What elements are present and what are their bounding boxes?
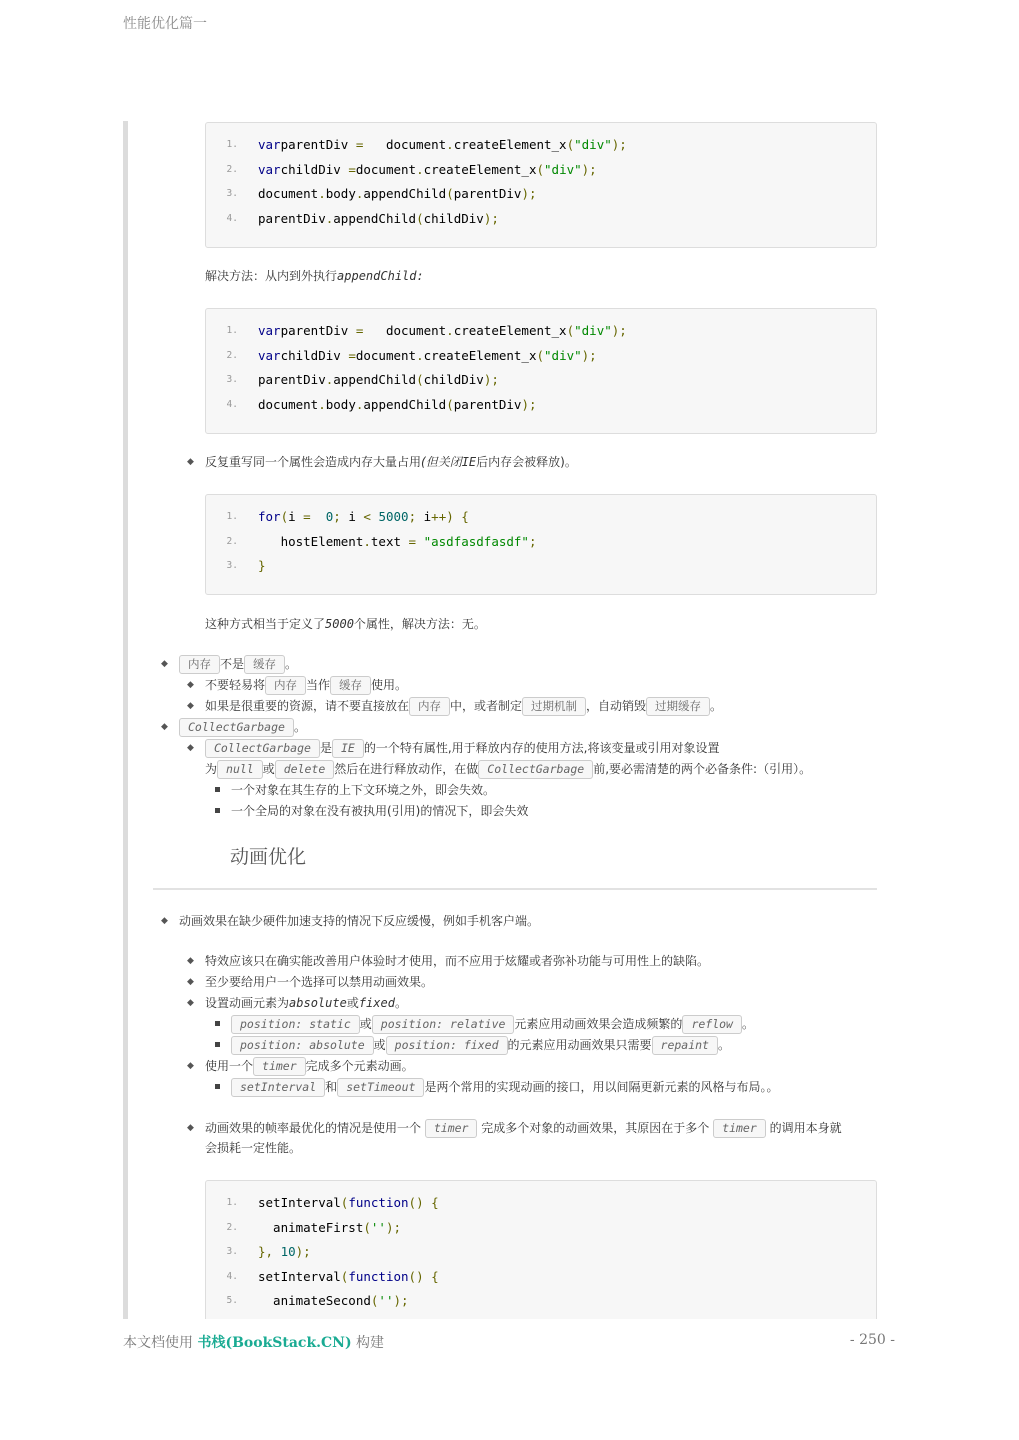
code-line [206, 1265, 876, 1289]
code-line [206, 207, 876, 231]
anim3-t1: 设置动画元素为 [205, 996, 290, 1010]
rewrite-c: IE [461, 455, 477, 469]
code-text: for(i = 0; i < 5000; i++) { [258, 509, 469, 524]
anim-item-5 [205, 1118, 842, 1138]
code-block-1 [205, 122, 877, 248]
inline-code: 内存 [409, 697, 450, 716]
anim3-c2: fixed [358, 996, 395, 1010]
bullet-diamond-icon: ◆ [187, 680, 194, 690]
cg1b-t3: 然后在进行释放动作，在做 [334, 762, 479, 776]
code-text: hostElement.text = "asdfasdfasdf"; [258, 533, 537, 549]
solution-label: 解决方法：从内到外执行 [205, 269, 338, 283]
code-line [206, 158, 876, 182]
cg1b-t4: 前,要必需清楚的两个必备条件:（引用）。 [593, 762, 812, 776]
inline-code: CollectGarbage [478, 760, 593, 779]
cg-cond-2: 一个全局的对象在没有被执用(引用)的情况下，即会失效 [231, 804, 529, 818]
inline-code: 过期缓存 [646, 697, 710, 716]
inline-code: 内存 [179, 655, 220, 674]
bullet-diamond-icon: ◆ [187, 743, 194, 753]
cg1-t2: 的一个特有属性,用于释放内存的使用方法,将该变量或引用对象设置 [363, 741, 720, 755]
mem2-t2: 中，或者制定 [450, 699, 523, 713]
cg-sub-1-cont [205, 759, 811, 779]
bullet-diamond-icon: ◆ [187, 1123, 194, 1133]
code-text: varparentDiv = document.createElement_x("div"); [258, 323, 627, 338]
code-text: animateSecond(''); [258, 1293, 409, 1308]
mem1-t3: 使用。 [371, 678, 408, 692]
code-line [206, 1216, 876, 1240]
line-number: 3. [226, 560, 238, 571]
rewrite-a: 反复重写同一个属性会造成内存大量占用 [205, 455, 422, 469]
inline-code: 内存 [265, 676, 306, 695]
line-number: 3. [226, 1246, 238, 1257]
line-number: 2. [226, 535, 238, 547]
anim3a-t3: 。 [741, 1017, 754, 1031]
anim4-t2: 完成多个元素动画。 [305, 1059, 414, 1073]
cg-t1: 。 [293, 720, 306, 734]
anim3b-t1: 或 [373, 1038, 386, 1052]
anim5-t1: 动画效果的帧率最优化的情况是使用一个 [205, 1121, 422, 1135]
anim5-t2: 完成多个对象的动画效果，其原因在于多个 [481, 1121, 710, 1135]
inline-code: setTimeout [337, 1078, 424, 1097]
code-line [206, 319, 876, 343]
code-text: parentDiv.appendChild(childDiv); [258, 372, 499, 387]
inline-code: 缓存 [330, 676, 371, 695]
code-text: document.body.appendChild(parentDiv); [258, 186, 537, 201]
bullet-square-icon [215, 1042, 220, 1047]
equiv-a: 这种方式相当于定义了 [205, 617, 326, 631]
equiv-b: 5000 [325, 617, 354, 631]
rewrite-b: (但关闭 [421, 455, 462, 469]
cg-item [179, 717, 306, 737]
code-text: }, 10); [258, 1244, 311, 1259]
code-text: } [258, 558, 266, 573]
page-header-title: 性能优化篇一 [123, 16, 207, 32]
line-number: 4. [226, 398, 238, 410]
bullet-diamond-icon: ◆ [187, 998, 194, 1008]
code-line [206, 1240, 876, 1264]
anim-item-3b [231, 1035, 730, 1055]
line-number: 1. [226, 511, 238, 522]
inline-code: 缓存 [244, 655, 285, 674]
line-number: 1. [226, 325, 238, 336]
mem2-t3: ，自动销毁 [586, 699, 647, 713]
footer-suffix: 构建 [351, 1335, 385, 1351]
code-block-4 [205, 1180, 877, 1331]
cg-sub-1 [205, 738, 719, 758]
code-block-2 [205, 308, 877, 434]
bullet-diamond-icon: ◆ [187, 1061, 194, 1071]
equiv-c: 个属性，解决方法：无。 [353, 617, 486, 631]
code-line [206, 344, 876, 368]
inline-code: timer [253, 1057, 306, 1076]
inline-code: position: relative [372, 1015, 515, 1034]
code-text: parentDiv.appendChild(childDiv); [258, 210, 499, 226]
mem2-t4: 。 [710, 699, 723, 713]
footer-prefix: 本文档使用 [123, 1335, 198, 1351]
blockquote-bar [123, 121, 128, 1319]
code-text: setInterval(function() { [258, 1268, 439, 1284]
anim-item-3a [231, 1014, 754, 1034]
anim4a-t1: 和 [325, 1080, 338, 1094]
mem2-t1: 如果是很重要的资源，请不要直接放在 [205, 699, 410, 713]
line-number: 4. [226, 1270, 238, 1282]
bullet-diamond-icon: ◆ [187, 977, 194, 987]
bullet-square-icon [215, 787, 220, 792]
code-text: setInterval(function() { [258, 1195, 439, 1210]
bullet-diamond-icon: ◆ [187, 457, 194, 467]
rewrite-e: 。 [564, 455, 577, 469]
line-number: 1. [226, 139, 238, 150]
line-number: 2. [226, 163, 238, 175]
bullet-diamond-icon: ◆ [187, 701, 194, 711]
mem1-t2: 当作 [306, 678, 331, 692]
cg1-t1: 是 [319, 741, 332, 755]
solution-text [205, 266, 424, 286]
bullet-diamond-icon: ◆ [161, 722, 168, 732]
mem-t1: 不是 [220, 657, 245, 671]
inline-code: position: static [231, 1015, 360, 1034]
code-line [206, 554, 876, 578]
anim-item-1: 特效应该只在确实能改善用户体验时才使用，而不应用于炫耀或者弥补功能与可用性上的缺陷。 [205, 954, 710, 968]
code-block-3 [205, 494, 877, 595]
inline-code: repaint [652, 1036, 718, 1055]
anim3b-t2: 的元素应用动画效果只需要 [507, 1038, 652, 1052]
anim3-t2: 或 [346, 996, 359, 1010]
code-line [206, 1191, 876, 1215]
inline-code: position: fixed [386, 1036, 508, 1055]
inline-code: timer [713, 1119, 766, 1138]
anim-item-3 [205, 993, 407, 1013]
code-line [206, 368, 876, 392]
rewrite-d: 后内存会被释放) [476, 455, 565, 469]
line-number: 5. [226, 1295, 238, 1306]
anim-item-5-cont: 会损耗一定性能。 [205, 1141, 302, 1155]
section-divider [153, 888, 877, 890]
inline-code: null [217, 760, 263, 779]
code-text: document.body.appendChild(parentDiv); [258, 396, 537, 412]
anim3a-t2: 元素应用动画效果会造成频繁的 [514, 1017, 683, 1031]
equiv-text [205, 614, 486, 634]
solution-code: appendChild: [337, 269, 424, 283]
code-line [206, 530, 876, 554]
code-line [206, 393, 876, 417]
rewrite-text [205, 452, 577, 472]
inline-code: 过期机制 [522, 697, 586, 716]
anim4-t1: 使用一个 [205, 1059, 254, 1073]
anim3-c1: absolute [289, 996, 347, 1010]
line-number: 2. [226, 349, 238, 361]
mem-sub-2 [205, 696, 722, 716]
code-text: varchildDiv =document.createElement_x("div"); [258, 161, 597, 177]
inline-code: reflow [682, 1015, 742, 1034]
line-number: 4. [226, 212, 238, 224]
code-text: varparentDiv = document.createElement_x("div"); [258, 137, 627, 152]
mem-sub-1 [205, 675, 407, 695]
inline-code: setInterval [231, 1078, 325, 1097]
code-line [206, 505, 876, 529]
anim-item-4 [205, 1056, 414, 1076]
bullet-diamond-icon: ◆ [187, 956, 194, 966]
mem-t2: 。 [285, 657, 298, 671]
inline-code: IE [332, 739, 364, 758]
bullet-square-icon [215, 1021, 220, 1026]
inline-code: CollectGarbage [179, 718, 294, 737]
cg1b-t1: 为 [205, 762, 218, 776]
anim-intro: 动画效果在缺少硬件加速支持的情况下反应缓慢，例如手机客户端。 [179, 914, 540, 928]
bullet-diamond-icon: ◆ [161, 659, 168, 669]
anim3-t3: 。 [394, 996, 407, 1010]
code-line [206, 133, 876, 157]
mem-item [179, 654, 297, 674]
bullet-square-icon [215, 1084, 220, 1089]
code-line [206, 1289, 876, 1313]
code-text: varchildDiv =document.createElement_x("div"); [258, 347, 597, 363]
line-number: 2. [226, 1221, 238, 1233]
anim3a-t1: 或 [359, 1017, 372, 1031]
cg-cond-1: 一个对象在其生存的上下文环境之外，即会失效。 [231, 783, 496, 797]
footer-brand-link[interactable]: 书栈(BookStack.CN) [197, 1335, 352, 1351]
anim3b-t3: 。 [717, 1038, 730, 1052]
code-text: animateFirst(''); [258, 1219, 402, 1235]
anim4a-t2: 是两个常用的实现动画的接口，用以间隔更新元素的风格与布局。。 [424, 1080, 779, 1094]
inline-code: delete [275, 760, 335, 779]
anim-item-2: 至少要给用户一个选择可以禁用动画效果。 [205, 975, 434, 989]
cg1b-t2: 或 [262, 762, 275, 776]
code-line [206, 182, 876, 206]
line-number: 3. [226, 188, 238, 199]
page-number: - 250 - [849, 1332, 895, 1348]
section-heading: 动画优化 [230, 846, 307, 868]
footer-credit [123, 1332, 384, 1352]
inline-code: position: absolute [231, 1036, 374, 1055]
inline-code: timer [425, 1119, 478, 1138]
anim-item-4a [231, 1077, 778, 1097]
inline-code: CollectGarbage [205, 739, 320, 758]
line-number: 3. [226, 374, 238, 385]
bullet-square-icon [215, 808, 220, 813]
bullet-diamond-icon: ◆ [161, 916, 168, 926]
mem1-t1: 不要轻易将 [205, 678, 266, 692]
anim5-t3: 的调用本身就 [769, 1121, 842, 1135]
line-number: 1. [226, 1197, 238, 1208]
